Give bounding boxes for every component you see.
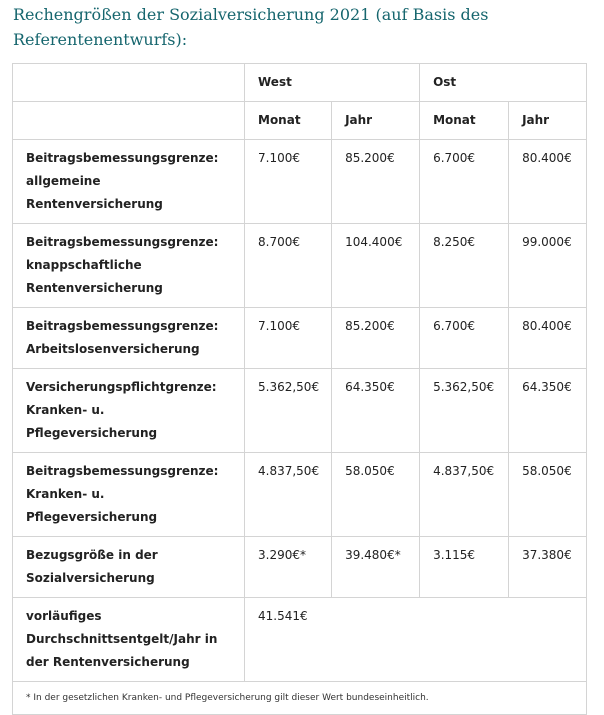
cell-ost-monat: 8.250€ bbox=[420, 224, 509, 308]
header-west: West bbox=[245, 64, 420, 102]
page-title: Rechengrößen der Sozialversicherung 2021 (auf Basis des Referentenentwurfs): bbox=[13, 5, 489, 49]
table-row-durchschnittsentgelt bbox=[13, 598, 587, 682]
header-empty-cell bbox=[13, 102, 245, 140]
cell-west-monat: 3.290€* bbox=[245, 537, 332, 598]
cell-ost-jahr: 80.400€ bbox=[509, 308, 587, 369]
cell-west-jahr: 85.200€ bbox=[332, 140, 420, 224]
row-label: Beitragsbemessungsgrenze: Kranken- u. Pflegeversicherung bbox=[13, 453, 245, 537]
cell-ost-monat: 6.700€ bbox=[420, 140, 509, 224]
table-row bbox=[13, 453, 587, 537]
cell-west-jahr: 58.050€ bbox=[332, 453, 420, 537]
cell-west-monat: 8.700€ bbox=[245, 224, 332, 308]
row-label: Beitragsbemessungsgrenze: knappschaftliche Rentenversicherung bbox=[13, 224, 245, 308]
footnote: * In der gesetzlichen Kranken- und Pflegeversicherung gilt dieser Wert bundeseinheitlich. bbox=[13, 682, 587, 715]
row-label: Beitragsbemessungsgrenze: allgemeine Rentenversicherung bbox=[13, 140, 245, 224]
cell-ost-jahr: 58.050€ bbox=[509, 453, 587, 537]
row-label: Bezugsgröße in der Sozialversicherung bbox=[13, 537, 245, 598]
cell-west-jahr: 85.200€ bbox=[332, 308, 420, 369]
cell-west-jahr: 64.350€ bbox=[332, 369, 420, 453]
cell-ost-jahr: 99.000€ bbox=[509, 224, 587, 308]
table-row bbox=[13, 369, 587, 453]
header-ost-jahr: Jahr bbox=[509, 102, 587, 140]
cell-west-monat: 4.837,50€ bbox=[245, 453, 332, 537]
table-header-row-periods bbox=[13, 102, 587, 140]
row-label: Versicherungspflichtgrenze: Kranken- u. Pflegeversicherung bbox=[13, 369, 245, 453]
row-label: Beitragsbemessungsgrenze: Arbeitslosenversicherung bbox=[13, 308, 245, 369]
header-west-jahr: Jahr bbox=[332, 102, 420, 140]
table-footnote-row bbox=[13, 682, 587, 715]
header-ost: Ost bbox=[420, 64, 587, 102]
cell-ost-monat: 5.362,50€ bbox=[420, 369, 509, 453]
cell-ost-jahr: 37.380€ bbox=[509, 537, 587, 598]
cell-ost-jahr: 64.350€ bbox=[509, 369, 587, 453]
header-corner-cell bbox=[13, 64, 245, 102]
cell-west-monat: 7.100€ bbox=[245, 140, 332, 224]
table-row bbox=[13, 140, 587, 224]
social-insurance-table bbox=[12, 63, 587, 715]
cell-durchschnittsentgelt-value: 41.541€ bbox=[245, 598, 587, 682]
cell-west-jahr: 104.400€ bbox=[332, 224, 420, 308]
cell-ost-monat: 3.115€ bbox=[420, 537, 509, 598]
cell-ost-jahr: 80.400€ bbox=[509, 140, 587, 224]
table-row bbox=[13, 537, 587, 598]
cell-west-jahr: 39.480€* bbox=[332, 537, 420, 598]
cell-ost-monat: 4.837,50€ bbox=[420, 453, 509, 537]
table-header-row-regions bbox=[13, 64, 587, 102]
table-row bbox=[13, 308, 587, 369]
header-ost-monat: Monat bbox=[420, 102, 509, 140]
header-west-monat: Monat bbox=[245, 102, 332, 140]
row-label: vorläufiges Durchschnittsentgelt/Jahr in der Rentenversicherung bbox=[13, 598, 245, 682]
table-row bbox=[13, 224, 587, 308]
cell-west-monat: 7.100€ bbox=[245, 308, 332, 369]
cell-ost-monat: 6.700€ bbox=[420, 308, 509, 369]
cell-west-monat: 5.362,50€ bbox=[245, 369, 332, 453]
